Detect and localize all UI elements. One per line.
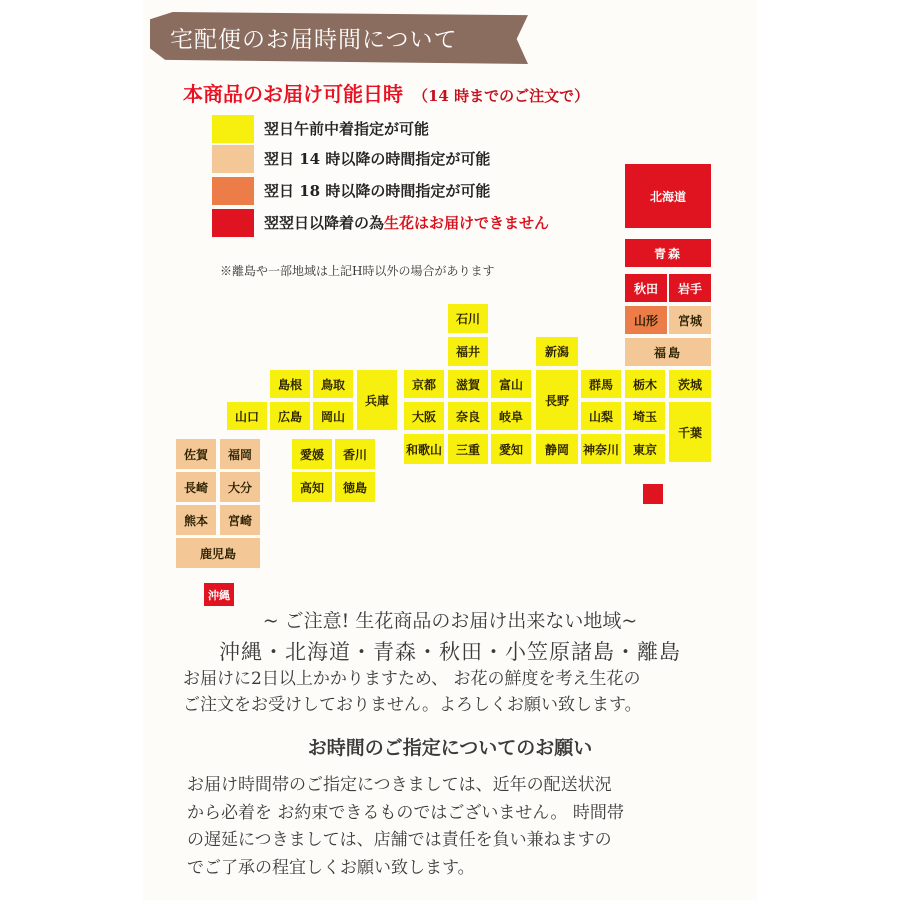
pref-kochi: 高知 <box>291 471 333 503</box>
pref-hiroshima: 広島 <box>269 401 311 431</box>
pref-shiga: 滋賀 <box>447 369 489 399</box>
pref-yamagata: 山形 <box>624 305 668 335</box>
pref-ishikawa: 石川 <box>447 303 489 334</box>
delivery-heading-subtitle: （14 時までのご注文で） <box>413 87 590 105</box>
delivery-heading-title: 本商品のお届け可能日時 <box>183 82 403 106</box>
legend-swatch-peach <box>212 145 254 173</box>
legend-label-red: 生花はお届けできません <box>384 214 550 232</box>
pref-ehime: 愛媛 <box>291 438 333 470</box>
notice-title: ~ ご注意! 生花商品のお届け出来ない地域~ <box>262 610 638 632</box>
pref-nagasaki: 長崎 <box>175 471 217 503</box>
pref-kanagawa: 神奈川 <box>580 433 622 465</box>
pref-kagoshima: 鹿児島 <box>175 537 261 569</box>
pref-hokkaido: 北海道 <box>624 163 712 229</box>
pref-miyazaki: 宮崎 <box>219 504 261 536</box>
pref-nara: 奈良 <box>447 401 489 431</box>
pref-yamanashi: 山梨 <box>580 401 622 431</box>
pref-tottori: 鳥取 <box>312 369 354 399</box>
pref-saitama: 埼玉 <box>624 401 666 431</box>
legend-label-black: 翌翌日以降着の為 <box>264 214 385 232</box>
legend-label <box>264 209 549 237</box>
pref-gunma: 群馬 <box>580 369 622 399</box>
delivery-heading <box>183 78 589 110</box>
request-title: お時間のご指定についてのお願い <box>307 737 593 759</box>
pref-nagano: 長野 <box>535 369 579 431</box>
pref-kagawa: 香川 <box>334 438 376 470</box>
pref-shimane: 島根 <box>269 369 311 399</box>
legend-label: 翌日 18 時以降の時間指定が可能 <box>264 182 491 200</box>
pref-tokushima: 徳島 <box>334 471 376 503</box>
pref-tokyo: 東京 <box>624 433 666 465</box>
pref-aichi: 愛知 <box>490 433 532 465</box>
pref-iwate: 岩手 <box>668 273 712 303</box>
notice-line-2: ご注文をお受けしておりません。よろしくお願い致します。 <box>183 695 642 715</box>
pref-wakayama: 和歌山 <box>403 433 445 465</box>
pref-kyoto: 京都 <box>403 369 445 399</box>
pref-shizuoka: 静岡 <box>535 433 579 465</box>
notice-line-1: お届けに2日以上かかりますため、 お花の鮮度を考え生花の <box>183 669 641 689</box>
pref-tochigi: 栃木 <box>624 369 666 399</box>
pref-akita: 秋田 <box>624 273 668 303</box>
legend-swatch-orange <box>212 177 254 205</box>
pref-oita: 大分 <box>219 471 261 503</box>
pref-okayama: 岡山 <box>312 401 354 431</box>
pref-gifu: 岐阜 <box>490 401 532 431</box>
request-line-3: の遅延につきましては、店舗では責任を負い兼ねますの <box>187 830 612 850</box>
pref-saga: 佐賀 <box>175 438 217 470</box>
request-line-1: お届け時間帯のご指定につきましては、近年の配送状況 <box>187 775 612 795</box>
legend-swatch-yellow <box>212 115 254 143</box>
request-line-2: から必着を お約束できるものではございません。 時間帯 <box>187 803 624 823</box>
pref-chiba: 千葉 <box>668 401 712 463</box>
pref-niigata: 新潟 <box>535 336 579 367</box>
pref-fukushima: 福島 <box>624 337 712 367</box>
pref-osaka: 大阪 <box>403 401 445 431</box>
pref-ogasawara-island <box>642 483 664 505</box>
pref-fukuoka: 福岡 <box>219 438 261 470</box>
pref-ibaraki: 茨城 <box>668 369 712 399</box>
pref-aomori: 青森 <box>624 238 712 268</box>
legend-swatch-red <box>212 209 254 237</box>
legend-label: 翌日午前中着指定が可能 <box>264 120 430 138</box>
pref-okinawa: 沖縄 <box>203 582 235 607</box>
pref-toyama: 富山 <box>490 369 532 399</box>
pref-fukui: 福井 <box>447 336 489 367</box>
banner-title: 宅配便のお届時間について <box>170 27 458 53</box>
pref-kumamoto: 熊本 <box>175 504 217 536</box>
pref-miyagi: 宮城 <box>668 305 712 335</box>
notice-areas: 沖縄・北海道・青森・秋田・小笠原諸島・離島 <box>219 640 681 664</box>
pref-hyogo: 兵庫 <box>356 369 398 431</box>
pref-yamaguchi: 山口 <box>226 401 268 431</box>
footnote: ※離島や一部地域は上記H時以外の場合があります <box>220 264 495 278</box>
pref-mie: 三重 <box>447 433 489 465</box>
request-line-4: でご了承の程宜しくお願い致します。 <box>187 858 475 878</box>
legend-label: 翌日 14 時以降の時間指定が可能 <box>264 150 491 168</box>
